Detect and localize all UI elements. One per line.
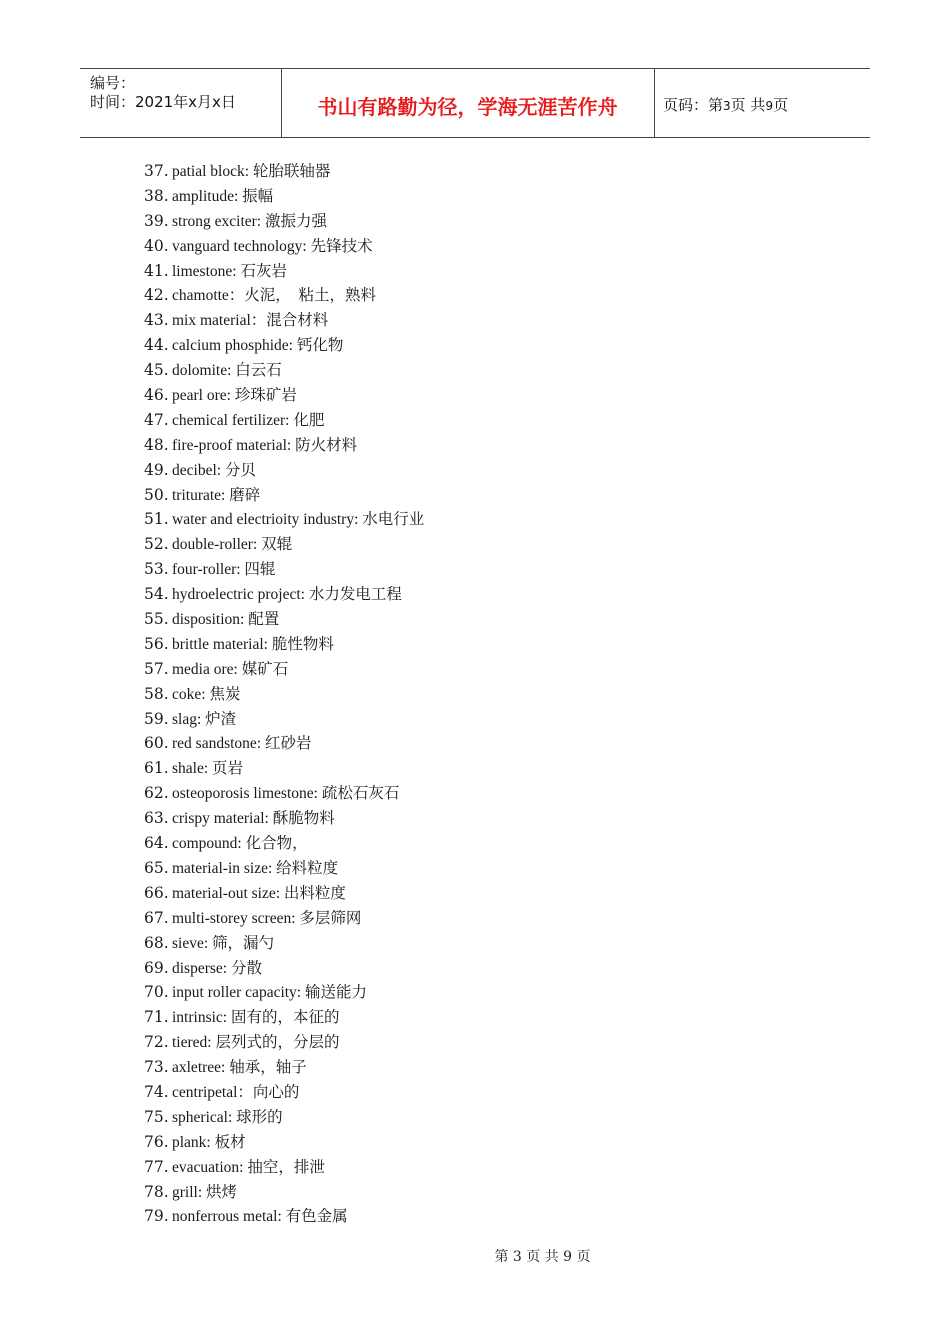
item-number: 47.: [144, 410, 169, 429]
item-term: sieve: 筛，漏勺: [172, 934, 275, 952]
item-term: red sandstone: 红砂岩: [172, 735, 312, 753]
item-number: 77.: [144, 1157, 169, 1176]
list-item: [144, 507, 424, 532]
list-item: [144, 707, 424, 732]
item-number: 69.: [144, 958, 169, 977]
item-number: 59.: [144, 709, 169, 728]
item-number: 53.: [144, 560, 169, 579]
list-item: [144, 607, 424, 632]
list-item: [144, 1105, 424, 1130]
item-term: shale: 页岩: [172, 760, 244, 778]
list-item: [144, 1005, 424, 1030]
list-item: [144, 1030, 424, 1055]
item-number: 58.: [144, 684, 169, 703]
item-term: intrinsic: 固有的，本征的: [172, 1009, 340, 1027]
item-number: 45.: [144, 361, 169, 380]
list-item: [144, 283, 424, 308]
list-item: [144, 1130, 424, 1155]
item-term: hydroelectric project: 水力发电工程: [172, 586, 402, 604]
date-label: 时间：2021年x月x日: [90, 93, 236, 111]
glossary-list: [144, 159, 424, 1229]
list-item: [144, 632, 424, 657]
list-item: [144, 657, 424, 682]
list-item: [144, 731, 424, 756]
page-current: 3: [723, 99, 731, 113]
item-number: 37.: [144, 162, 169, 180]
item-term: slag: 炉渣: [172, 710, 237, 728]
serial-number-label: 编号：: [90, 74, 136, 92]
item-number: 68.: [144, 933, 169, 952]
item-number: 64.: [144, 834, 169, 853]
item-number: 74.: [144, 1082, 169, 1101]
item-term: chamotte：火泥， 粘土，熟料: [172, 287, 377, 305]
item-term: disperse: 分散: [172, 959, 262, 977]
list-item: [144, 1204, 424, 1229]
list-item: [144, 557, 424, 582]
item-number: 39.: [144, 211, 169, 230]
page-footer: [0, 1246, 950, 1266]
item-number: 38.: [144, 186, 169, 205]
list-item: [144, 184, 424, 209]
list-item: [144, 433, 424, 458]
item-term: fire-proof material: 防火材料: [172, 436, 358, 454]
list-item: [144, 532, 424, 557]
item-number: 72.: [144, 1033, 169, 1052]
list-item: [144, 358, 424, 383]
item-number: 43.: [144, 311, 169, 330]
item-number: 52.: [144, 535, 169, 554]
item-term: centripetal：向心的: [172, 1083, 300, 1101]
list-item: [144, 408, 424, 433]
item-term: grill: 烘烤: [172, 1183, 238, 1201]
item-number: 44.: [144, 336, 169, 355]
item-number: 65.: [144, 858, 169, 877]
item-term: water and electrioity industry: 水电行业: [172, 511, 425, 529]
list-item: [144, 259, 424, 284]
item-number: 54.: [144, 585, 169, 604]
item-term: limestone: 石灰岩: [172, 262, 287, 280]
page-label: 页码：第: [663, 96, 724, 114]
item-term: material-out size: 出料粒度: [172, 884, 346, 902]
list-item: [144, 234, 424, 259]
item-term: mix material：混合材料: [172, 312, 329, 330]
motto-text: 书山有路勤为径，学海无涯苦作舟: [317, 95, 618, 119]
header-info-cell: [80, 69, 282, 137]
list-item: [144, 931, 424, 956]
item-number: 70.: [144, 983, 169, 1002]
item-term: input roller capacity: 输送能力: [172, 984, 367, 1002]
item-term: nonferrous metal: 有色金属: [172, 1208, 348, 1226]
item-number: 66.: [144, 883, 169, 902]
item-number: 55.: [144, 610, 169, 629]
list-item: [144, 881, 424, 906]
item-term: decibel: 分贝: [172, 461, 256, 479]
list-item: [144, 756, 424, 781]
item-term: crispy material: 酥脆物料: [172, 810, 335, 828]
page-header: [80, 68, 870, 138]
list-item: [144, 682, 424, 707]
list-item: [144, 333, 424, 358]
item-term: compound: 化合物，: [172, 835, 308, 853]
list-item: [144, 980, 424, 1005]
item-number: 41.: [144, 261, 169, 280]
item-term: four-roller: 四辊: [172, 561, 276, 579]
list-item: [144, 806, 424, 831]
item-number: 48.: [144, 435, 169, 454]
item-term: patial block: 轮胎联轴器: [172, 163, 331, 180]
item-term: dolomite: 白云石: [172, 362, 282, 380]
item-term: osteoporosis limestone: 疏松石灰石: [172, 785, 400, 803]
list-item: [144, 383, 424, 408]
header-motto-cell: [281, 69, 655, 137]
page-total: 9: [765, 99, 774, 113]
item-term: pearl ore: 珍珠矿岩: [172, 387, 297, 405]
item-term: triturate: 磨碎: [172, 486, 261, 504]
item-term: disposition: 配置: [172, 611, 280, 629]
item-term: plank: 板材: [172, 1133, 246, 1151]
list-item: [144, 1080, 424, 1105]
item-number: 75.: [144, 1107, 169, 1126]
item-number: 61.: [144, 759, 169, 778]
list-item: [144, 856, 424, 881]
item-number: 42.: [144, 286, 169, 305]
list-item: [144, 458, 424, 483]
list-item: [144, 906, 424, 931]
item-term: media ore: 媒矿石: [172, 660, 289, 678]
item-term: material-in size: 给料粒度: [172, 859, 339, 877]
item-number: 71.: [144, 1008, 169, 1027]
list-item: [144, 582, 424, 607]
page-indicator: [663, 94, 788, 115]
item-number: 49.: [144, 460, 169, 479]
item-number: 67.: [144, 908, 169, 927]
item-term: brittle material: 脆性物料: [172, 635, 334, 653]
item-term: axletree: 轴承，轴子: [172, 1059, 307, 1077]
list-item: [144, 159, 424, 184]
item-number: 76.: [144, 1132, 169, 1151]
item-number: 51.: [144, 510, 169, 529]
item-term: calcium phosphide: 钙化物: [172, 337, 344, 355]
item-number: 56.: [144, 634, 169, 653]
list-item: [144, 1155, 424, 1180]
list-item: [144, 209, 424, 234]
page-mid-label: 页 共: [730, 96, 766, 114]
item-term: amplitude: 振幅: [172, 187, 274, 205]
item-term: chemical fertilizer: 化肥: [172, 411, 325, 429]
item-number: 78.: [144, 1182, 169, 1201]
item-term: strong exciter: 激振力强: [172, 212, 327, 230]
list-item: [144, 831, 424, 856]
list-item: [144, 483, 424, 508]
item-number: 63.: [144, 809, 169, 828]
item-term: evacuation: 抽空，排泄: [172, 1158, 325, 1176]
item-term: vanguard technology: 先锋技术: [172, 237, 373, 255]
list-item: [144, 1180, 424, 1205]
item-number: 79.: [144, 1207, 169, 1226]
item-number: 60.: [144, 734, 169, 753]
item-number: 50.: [144, 485, 169, 504]
list-item: [144, 1055, 424, 1080]
page-end-label: 页: [773, 96, 789, 114]
item-number: 57.: [144, 659, 169, 678]
list-item: [144, 308, 424, 333]
item-term: double-roller: 双辊: [172, 536, 293, 554]
item-term: spherical: 球形的: [172, 1108, 283, 1126]
item-number: 40.: [144, 236, 169, 255]
footer-page-number: 第 3 页 共 9 页: [494, 1249, 591, 1265]
item-number: 73.: [144, 1058, 169, 1077]
item-number: 62.: [144, 784, 169, 803]
header-page-cell: [655, 69, 870, 137]
item-term: tiered: 层列式的，分层的: [172, 1034, 340, 1052]
item-term: coke: 焦炭: [172, 685, 241, 703]
list-item: [144, 956, 424, 981]
item-number: 46.: [144, 386, 169, 405]
list-item: [144, 781, 424, 806]
item-term: multi-storey screen: 多层筛网: [172, 909, 362, 927]
